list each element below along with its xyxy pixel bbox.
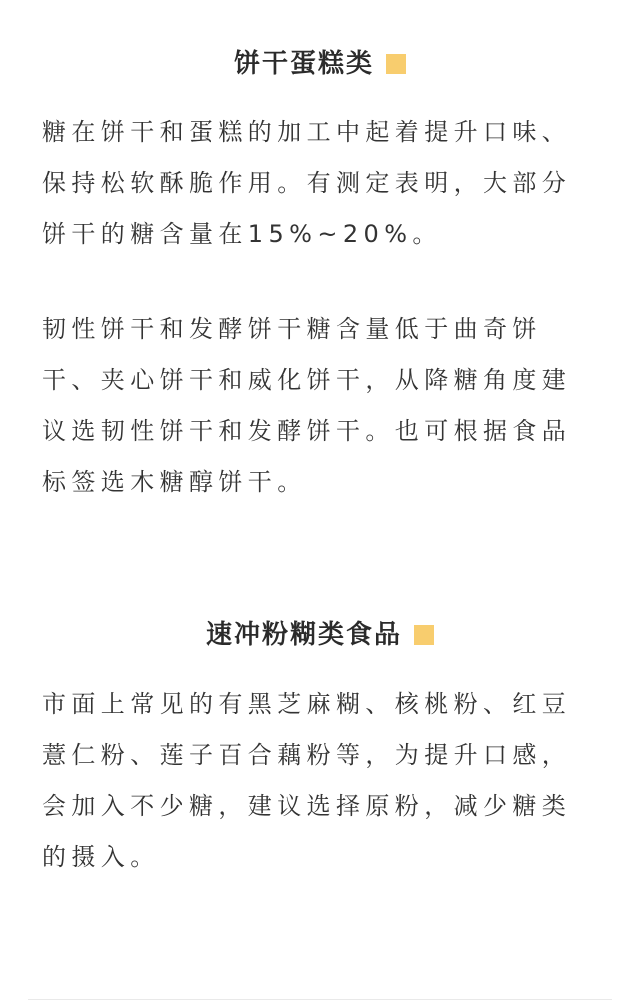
section-title-biscuits-cakes: [0, 51, 640, 78]
paragraph-line: 糖在饼干和蛋糕的加工中起着提升口味、: [42, 118, 572, 146]
section-title-instant-powders: [0, 622, 640, 649]
paragraph-line: 饼干的糖含量在15%~20%。: [42, 220, 442, 248]
bottom-divider: [28, 999, 612, 1000]
paragraph-instant-powders: [42, 679, 598, 883]
paragraph-biscuits-recommendation: [42, 304, 598, 508]
paragraph-line: 市面上常见的有黑芝麻糊、核桃粉、红豆: [42, 690, 572, 718]
paragraph-line: 标签选木糖醇饼干。: [42, 468, 307, 496]
paragraph-line: 韧性饼干和发酵饼干糖含量低于曲奇饼: [42, 315, 542, 343]
paragraph-line: 的摄入。: [42, 843, 160, 871]
paragraph-line: 保持松软酥脆作用。有测定表明，大部分: [42, 169, 572, 197]
paragraph-biscuits-sugar-content: [42, 107, 598, 260]
title-marker-square-icon: [386, 54, 406, 74]
section-title-text: 速冲粉糊类食品: [205, 620, 402, 651]
paragraph-line: 薏仁粉、莲子百合藕粉等，为提升口感，: [42, 741, 572, 769]
paragraph-line: 议选韧性饼干和发酵饼干。也可根据食品: [42, 417, 572, 445]
paragraph-line: 会加入不少糖，建议选择原粉，减少糖类: [42, 792, 572, 820]
section-title-text: 饼干蛋糕类: [233, 49, 374, 80]
title-marker-square-icon: [414, 625, 434, 645]
paragraph-line: 干、夹心饼干和威化饼干，从降糖角度建: [42, 366, 572, 394]
